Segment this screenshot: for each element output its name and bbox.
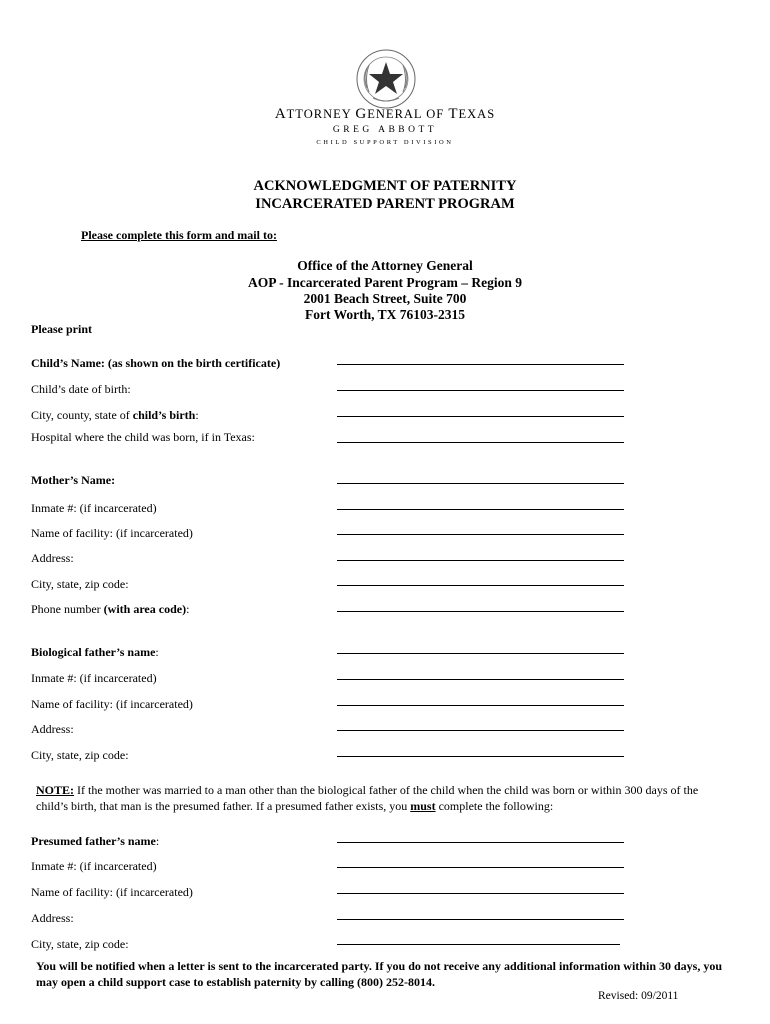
address-line2: AOP - Incarcerated Parent Program – Region 9 [247,275,523,290]
mother-city-label: City, state, zip code: [31,577,129,591]
child-hospital-field[interactable] [337,442,624,443]
child-birthplace-label: City, county, state of child’s birth: [31,408,199,422]
presumed-father-name-field[interactable] [337,842,624,843]
mother-address-field[interactable] [337,560,624,561]
presumed-father-note: NOTE: If the mother was married to a man other than the biological father of the child when the child was born or within 300 days of the child’s birth, that man is the presumed father. If a presumed father exists, you must complete the following: [36,783,699,813]
bio-father-inmate-label: Inmate #: (if incarcerated) [31,671,157,685]
bio-father-inmate-field[interactable] [337,679,624,680]
child-dob-label: Child’s date of birth: [31,382,131,396]
bio-father-address-field[interactable] [337,730,624,731]
bio-father-city-label: City, state, zip code: [31,748,129,762]
mother-facility-label: Name of facility: (if incarcerated) [31,526,193,540]
presumed-father-name-label: Presumed father’s name: [31,834,160,848]
child-birthplace-field[interactable] [337,416,624,417]
mother-address-label: Address: [31,551,74,565]
presumed-father-inmate-label: Inmate #: (if incarcerated) [31,859,157,873]
mother-phone-label: Phone number (with area code): [31,602,190,616]
presumed-father-inmate-field[interactable] [337,867,624,868]
child-name-field[interactable] [337,364,624,365]
presumed-father-city-field[interactable] [337,944,620,945]
bio-father-facility-field[interactable] [337,705,624,706]
mother-city-field[interactable] [337,585,624,586]
agency-official: GREG ABBOTT [332,125,438,135]
child-dob-field[interactable] [337,390,624,391]
bio-father-name-label: Biological father’s name: [31,645,159,659]
bio-father-facility-label: Name of facility: (if incarcerated) [31,697,193,711]
presumed-father-address-field[interactable] [337,919,624,920]
presumed-father-facility-label: Name of facility: (if incarcerated) [31,885,193,899]
texas-star-seal-icon [355,48,417,110]
mother-facility-field[interactable] [337,534,624,535]
mother-phone-field[interactable] [337,611,624,612]
bio-father-address-label: Address: [31,722,74,736]
mother-name-field[interactable] [337,483,624,484]
agency-name: ATTORNEY GENERAL OF TEXAS [274,106,496,122]
child-hospital-label: Hospital where the child was born, if in Texas: [31,430,255,444]
child-name-label: Child’s Name: (as shown on the birth certificate) [31,356,281,370]
address-line4: Fort Worth, TX 76103-2315 [305,307,465,322]
presumed-father-address-label: Address: [31,911,74,925]
presumed-father-facility-field[interactable] [337,893,624,894]
bio-father-name-field[interactable] [337,653,624,654]
mother-inmate-label: Inmate #: (if incarcerated) [31,501,157,515]
mother-name-label: Mother’s Name: [31,473,116,487]
form-title-line2: INCARCERATED PARENT PROGRAM [255,196,515,212]
revision-date: Revised: 09/2011 [598,990,679,1002]
mother-inmate-field[interactable] [337,509,624,510]
bio-father-city-field[interactable] [337,756,624,757]
please-print-label: Please print [31,322,92,336]
address-line1: Office of the Attorney General [297,258,473,273]
mail-instruction: Please complete this form and mail to: [81,228,277,242]
address-line3: 2001 Beach Street, Suite 700 [303,291,467,306]
agency-division: CHILD SUPPORT DIVISION [316,139,454,146]
presumed-father-city-label: City, state, zip code: [31,937,129,951]
notification-footer: You will be notified when a letter is sent to the incarcerated party. If you do not receive any additional information within 30 days, you may open a child support case to establish paternity by calling (800) 252-8014. [36,959,723,989]
form-title-line1: ACKNOWLEDGMENT OF PATERNITY [253,178,517,194]
